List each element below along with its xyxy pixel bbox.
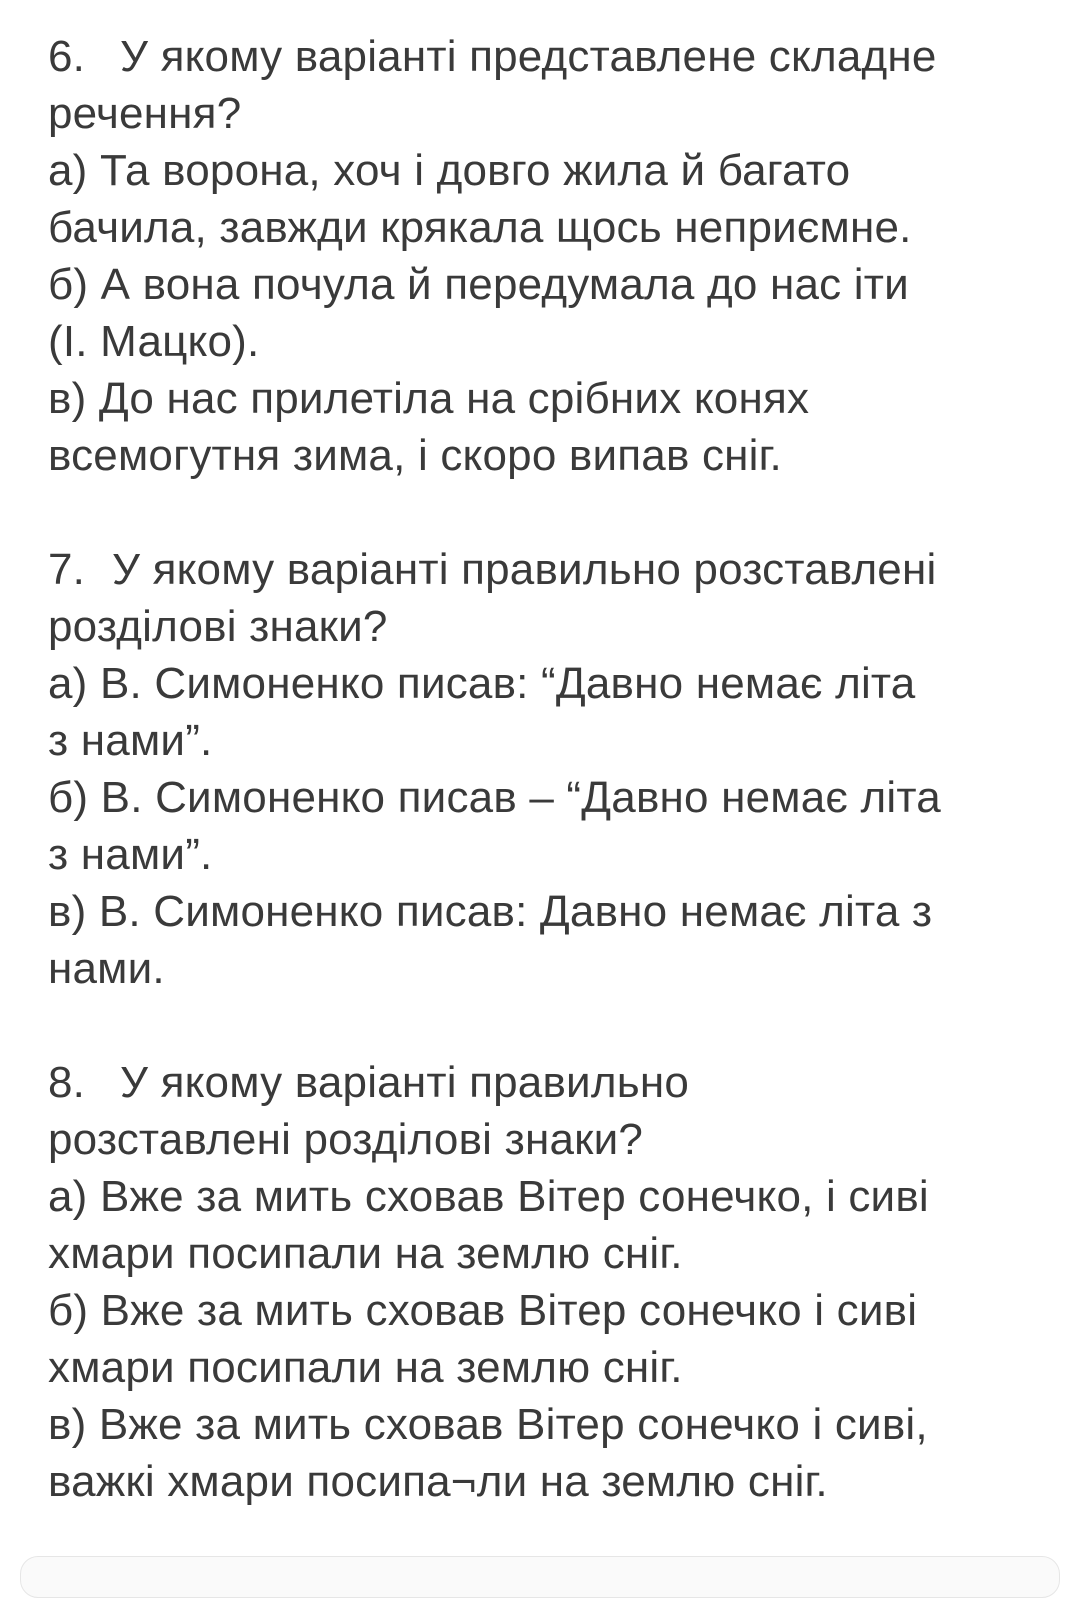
bottom-card-edge [20, 1556, 1060, 1598]
question-text: У якому варіанті представлене складне [120, 32, 937, 81]
question-text: У якому варіанті правильно розставлені [112, 545, 937, 594]
option-c: в) Вже за мить сховав Вітер сонечко і сиві, [48, 1400, 928, 1449]
question-text-continued: речення? [48, 89, 242, 138]
question-6 [48, 28, 1048, 484]
option-c: в) До нас прилетіла на срібних конях [48, 374, 810, 423]
option-b: б) Вже за мить сховав Вітер сонечко і сиві [48, 1286, 918, 1335]
question-title-line [48, 1054, 1048, 1111]
option-a-continued: бачила, завжди крякала щось неприємне. [48, 203, 912, 252]
spacer [48, 484, 1048, 541]
question-text: У якому варіанті правильно [120, 1058, 689, 1107]
option-c-continued: важкі хмари посипа¬ли на землю сніг. [48, 1457, 828, 1506]
question-text-continued: розділові знаки? [48, 602, 388, 651]
option-a: а) Вже за мить сховав Вітер сонечко, і сиві [48, 1172, 929, 1221]
question-number: 8. [48, 1058, 86, 1107]
option-c-continued: всемогутня зима, і скоро випав сніг. [48, 431, 782, 480]
option-a: а) В. Симоненко писав: “Давно немає літа [48, 659, 916, 708]
option-a-continued: хмари посипали на землю сніг. [48, 1229, 683, 1278]
option-c: в) В. Симоненко писав: Давно немає літа з [48, 887, 933, 936]
question-7 [48, 541, 1048, 997]
option-b-continued: хмари посипали на землю сніг. [48, 1343, 683, 1392]
option-a: а) Та ворона, хоч і довго жила й багато [48, 146, 851, 195]
option-b: б) В. Симоненко писав – “Давно немає літа [48, 773, 941, 822]
question-title-line [48, 541, 1048, 598]
question-text-continued: розставлені розділові знаки? [48, 1115, 644, 1164]
option-b-continued: (І. Мацко). [48, 317, 260, 366]
option-a-continued: з нами”. [48, 716, 213, 765]
question-title-line [48, 28, 1048, 85]
option-b: б) А вона почула й передумала до нас іти [48, 260, 909, 309]
document-body [48, 28, 1048, 1510]
question-number: 6. [48, 32, 86, 81]
question-8 [48, 1054, 1048, 1510]
question-number: 7. [48, 545, 86, 594]
spacer [48, 997, 1048, 1054]
option-b-continued: з нами”. [48, 830, 213, 879]
option-c-continued: нами. [48, 944, 165, 993]
